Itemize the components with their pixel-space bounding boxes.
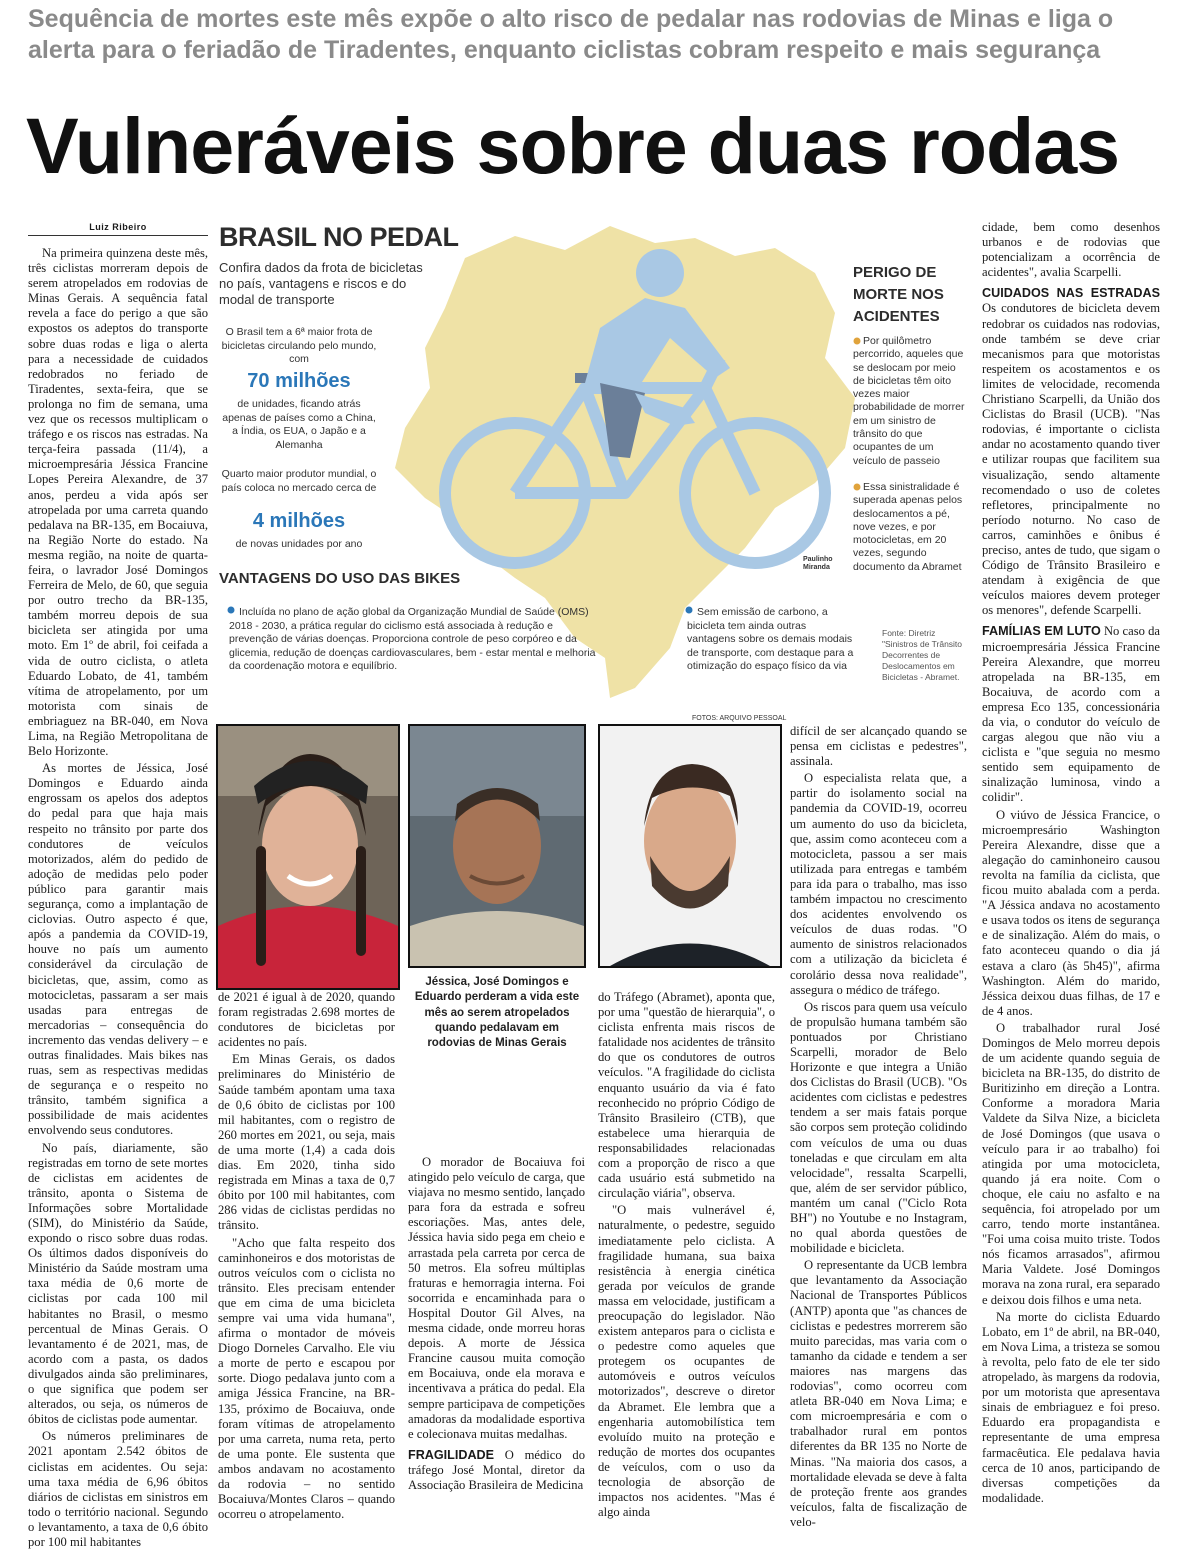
article-column-5 [790, 724, 967, 1529]
paragraph: Na morte do ciclista Eduardo Lobato, em 1º de abril, na BR-040, em Nova Lima, a tristeza se somou à revolta, pelo fato de ele ter sido atropelado, às margens da rodovia, por um motorista que apresentava sinais de embriaguez e foi preso. Eduardo era propagandista e representante de uma empresa farmacêutica. Ele pedalava havia cerca de 10 anos, participando de diversas competições da modalidade. [982, 1309, 1160, 1505]
paragraph: CUIDADOS NAS ESTRADAS Os condutores de bicicleta devem redobrar os cuidados nas rodovias, onde também se deve criar mecanismos para que motoristas respeitem os acostamentos e os limites de velocidade, recomenda Christiano Scarpelli, da União dos Ciclistas do Brasil (UCB). "Nas rodovias, é importante o ciclista andar no acostamento quando tiver e utilizar roupas que facilitem sua visualização, sendo altamente recomendado o uso de coletes refletores, principalmente no período noturno. No caso de carros, caminhões e ônibus é preciso, antes de tudo, que sigam o Código de Trânsito Brasileiro e atendam à exigência de que veículos maiores devem proteger os menores", defende Scarpelli. [982, 286, 1160, 618]
fact2-text-after: de novas unidades por ano [235, 538, 363, 550]
paragraph: do Tráfego (Abramet), aponta que, por uma "questão de hierarquia", o ciclista enfrenta mais riscos de fatalidade nos acidentes de trânsito do que os condutores de outros veículos. "A fragilidade do ciclista enquanto usuário da via é fato reconhecido no próprio Código de Trânsito Brasileiro (CTB), que estabelece uma hierarquia de responsabilidades relacionadas com a proporção de risco a que cada usuário está submetido na circulação viária", observa. [598, 990, 775, 1201]
article-column-6 [982, 220, 1160, 1511]
photo-eduardo [598, 724, 782, 968]
paragraph: Em Minas Gerais, os dados preliminares do Ministério de Saúde também apontam uma taxa de 0,6 óbito de ciclistas por 100 mil habitantes, com o registro de 260 mortes em 2021, ou seja, mais de uma morte (1,4) a cada dois dias. Em 2020, tinha sido registrada em Minas a taxa de 0,7 óbito por 100 mil habitantes, com 286 vidas de ciclistas perdidas no trânsito. [218, 1052, 395, 1233]
danger-title: PERIGO DE MORTE NOS ACIDENTES [853, 264, 944, 325]
fact1-text-before: O Brasil tem a 6ª maior frota de bicicletas circulando pelo mundo, com [221, 326, 377, 365]
cyclist-head [636, 249, 684, 297]
paragraph: difícil de ser alcançado quando se pensa em ciclistas e pedestres", assinala. [790, 724, 967, 769]
advantage-text-1: Incluída no plano de ação global da Organização Mundial de Saúde (OMS) 2018 - 2030, a prática regular do ciclismo está associada à redução e prevenção de várias doenças. Proporciona controle de peso corpóreo e da glicemia, redução de doenças cardiovasculares, bem - estar mental e melhoria da coordenação motora e equilíbrio. [229, 606, 596, 672]
paragraph: cidade, bem como desenhos urbanos e de rodovias que potencializam a ocorrência de acidentes", avalia Scarpelli. [982, 220, 1160, 280]
article-column-1 [28, 246, 208, 1549]
advantages-title: VANTAGENS DO USO DAS BIKES [219, 570, 461, 587]
photo-jessica [216, 724, 400, 990]
paragraph: "Acho que falta respeito dos caminhoneiros e dos motoristas de outros veículos com o ciclista no trânsito. Eles precisam entender que em cima de uma bicicleta sempre vai uma vida humana", afirma o montador de móveis Diogo Dorneles Carvalho. Ele viu a morte de perto e escapou por sorte. Diogo pedalava junto com a amiga Jéssica Francine, na BR-135, próximo de Bocaiuva, onde foram vítimas de atropelamento por uma carreta, numa reta, perto de uma ponte. Ele sustenta que ambos andavam no acostamento da rodovia – no sentido Bocaiuva/Montes Claros – quando ocorreu o atropelamento. [218, 1235, 395, 1522]
section-lead-familias: FAMÍLIAS EM LUTO [982, 624, 1101, 639]
portrait-young-man-icon [600, 726, 780, 966]
article-column-2 [218, 990, 395, 1522]
paragraph: As mortes de Jéssica, José Domingos e Eduardo ainda engrossam os apelos dos adeptos do pedal para que haja mais respeito no trânsito por parte dos condutores de veículos motorizados, além do pedido de adoção de medidas pelo poder público para garantir mais segurança, como a implantação de ciclovias. Outro aspecto é que, após a pandemia da COVID-19, houve no país um aumento considerável da circulação de bicicletas, que, assim, como as motocicletas, passaram a ser mais usadas para entregas de mercadorias – consequência do incremento das vendas delivery – e outras finalidades. Mais bikes nas ruas, sem as respectivas medidas de segurança e o respeito no trânsito, também significa a possibilidade de mais acidentes envolvendo seus condutores. [28, 761, 208, 1138]
infographic-subtitle: Confira dados da frota de bicicletas no país, vantagens e riscos e do modal de transporte [219, 260, 423, 307]
infographic-brasil-no-pedal [215, 218, 970, 713]
photo-caption: Jéssica, José Domingos e Eduardo perderam a vida este mês ao serem atropelados quando pedalavam em rodovias de Minas Gerais [414, 976, 580, 1050]
fact2-text-before: Quarto maior produtor mundial, o país coloca no mercado cerca de [221, 468, 377, 494]
paragraph: O representante da UCB lembra que levantamento da Associação Nacional de Transportes Públicos (ANTP) aponta que "as chances de ciclistas e pedestres morrerem são muito parecidas, mas varia com o tamanho da cidade e tendem a ser maiores nas margens das rodovias", como ocorreu com atleta BR-040 em Nova Lima; e com microempresária e com o trabalhador rural em pontos diferentes da BR 135 no Norte de Minas. "Na maioria dos casos, a mortalidade elevada se deve à falta de proteção frente aos grandes veículos, falta de fiscalização de velo- [790, 1258, 967, 1529]
portrait-woman-icon [218, 726, 398, 988]
paragraph: No país, diariamente, são registradas em torno de sete mortes de ciclistas em acidentes de trânsito, aponta o Sistema de Informações sobre Mortalidade (SIM), do Ministério da Saúde, expondo o risco sobre duas rodas. Os últimos dados disponíveis do Ministério da Saúde mostram uma taxa média de 0,6 morte de ciclistas por cada 100 mil habitantes no Brasil, o mesmo percentual de Minas Gerais. O levantamento é de 2021, mas, de acordo com a pasta, os dados divulgados ainda são preliminares, o que significa que podem ser alterados, ou seja, os números de óbitos de ciclistas pode aumentar. [28, 1140, 208, 1427]
headline: Vulneráveis sobre duas rodas [26, 101, 1120, 190]
paragraph: FAMÍLIAS EM LUTO No caso da microempresária Jéssica Francine Pereira Alexandre, que morreu atropelada na BR-135, em Bocaiuva, de acordo com a empresa Eco 135, concessionária da via, o condutor do veículo de cargas alegou que não viu a ciclista e "que seguia no mesmo sentido sem equipamento de sinalização luminosa, vindo a colidir". [982, 624, 1160, 805]
article-column-4 [598, 990, 775, 1520]
paragraph: de 2021 é igual à de 2020, quando foram registradas 2.698 mortes de condutores de bicicletas por acidentes no país. [218, 990, 395, 1050]
paragraph: Os números preliminares de 2021 apontam 2.542 óbitos de ciclistas em acidentes. Ou seja: uma taxa média de 6,96 óbitos diários de ciclistas em sinistros em todo o território nacional. Segundo o levantamento, a taxa de 0,6 óbito por 100 mil habitantes [28, 1429, 208, 1549]
byline: Luiz Ribeiro [28, 222, 208, 236]
paragraph: Os riscos para quem usa veículo de propulsão humana também são pontuados por Christiano Scarpelli, morador de Belo Horizonte e que integra a União dos Ciclistas do Brasil (UCB). "Os acidentes com ciclistas e pedestres tendem a ser mais fatais porque são corpos sem proteção colidindo com veículos de uma ou duas toneladas e que circulam em alta velocidade", ressalta Scarpelli, que, além de ser servidor público, mantém um canal ("Ciclo Rota BH") no Youtube e no Instagram, no qual aborda questões de mobilidade e bicicleta. [790, 999, 967, 1256]
advantage-text-2: Sem emissão de carbono, a bicicleta tem ainda outras vantagens sobre os demais modais de transporte, com destaque para a otimização do espaço físico da via [687, 606, 854, 672]
paragraph: O morador de Bocaiuva foi atingido pelo veículo de carga, que viajava no mesmo sentido, lançado para fora da estrada e sofreu escoriações. Mas, antes dele, Jéssica havia sido pega em cheio e arrastada pela carreta por cerca de 50 metros. Ela sofreu múltiplas fraturas e hemorragia interna. Foi socorrida e encaminhada para o Hospital Doutor Gil Alves, na mesma cidade, onde morreu horas depois. A morte de Jéssica Francine causou muita comoção em Bocaiuva, onde ela morava e incentivava a prática do pedal. Ela sempre participava de competições amadoras da modalidade esportiva e colecionava muitas medalhas. [408, 1155, 585, 1441]
section-lead-fragilidade: FRAGILIDADE [408, 1447, 495, 1462]
danger-text-1: Por quilômetro percorrido, aqueles que se deslocam por meio de bicicletas têm oito vezes maior probabilidade de morrer em um sinistro de trânsito do que ocupantes de um veículo de passeio [853, 335, 965, 467]
danger-text-2: Essa sinistralidade é superada apenas pelos deslocamentos a pé, nove vezes, e por motocicletas, em 20 vezes, segundo documento da Abramet [853, 481, 963, 573]
paragraph: O especialista relata que, a partir do isolamento social na pandemia da COVID-19, ocorreu um aumento do uso da bicicleta, que, assim como aconteceu com a motocicleta, passou a ser mais utilizada para entregas e também para ida para o trabalho, mas isso também impactou no crescimento dos acidentes envolvendo os veículos de duas rodas. "O aumento de sinistros relacionados com a utilização da bicicleta é corolário dessa nova realidade", assegura o médico de tráfego. [790, 771, 967, 997]
paragraph: O trabalhador rural José Domingos de Melo morreu depois de um acidente quando seguia de bicicleta na BR-135, do distrito de Buritizinho em direção a Lontra. Conforme a moradora Maria Valdete da Silva Nize, a bicicleta de José Domingos (que usava o veículo para ir ao trabalho) foi atingida por uma motocicleta, quando já era noite. Com o choque, ele caiu no asfalto e na sequência, foi atropelado por um carro, tendo morte instantânea. "Foi uma coisa muito triste. Todos nós ficamos arrasados", afirmou Maria Valdete. José Domingos morava na zona rural, era separado e deixou dois filhos e uma neta. [982, 1020, 1160, 1307]
paragraph: Na primeira quinzena deste mês, três ciclistas morreram depois de serem atropelados em rodovias de Minas Gerais. A sequência fatal revela a face do perigo a que são expostos os adeptos do transporte sobre duas rodas e liga o alerta para a necessidade de cuidados redobrados no feriado de Tiradentes, sexta-feira, que se prolonga no fim de semana, uma vez que os recessos multiplicam o tráfego e os riscos nas estradas. Na terça-feira passada (11/4), a microempresária Jéssica Francine Lopes Pereira Alexandre, de 37 anos, perdeu a vida após ser atropelada por uma carreta quando pedalava na BR-135, em Bocaiuva, na Região Norte do estado. Na mesma região, na noite de quarta-feira, o lavrador José Domingos Ferreira de Melo, de 60, que seguia por outro trecho da BR-135, também morreu depois de sua bicicleta ser atingida por uma moto. Em 1º de abril, foi ceifada a vida de outro ciclista, o atleta Eduardo Lobato, de 41, também vítima de atropelamento, por um motorista com sinais de embriaguez na BR-040, em Nova Lima, na Região Metropolitana de Belo Horizonte. [28, 246, 208, 759]
infographic-title: BRASIL NO PEDAL [219, 222, 459, 252]
paragraph: FRAGILIDADE O médico do tráfego José Montal, diretor da Associação Brasileira de Medicina [408, 1447, 585, 1492]
fact1-text-after: de unidades, ficando atrás apenas de países como a China, a Índia, os EUA, o Japão e a Alemanha [222, 398, 376, 451]
article-column-3 [408, 1155, 585, 1510]
kicker: Sequência de mortes este mês expõe o alto risco de pedalar nas rodovias de Minas e liga o alerta para o feriadão de Tiradentes, enquanto ciclistas cobram respeito e mais segurança [28, 5, 1114, 64]
portrait-man-icon [410, 726, 584, 966]
paragraph: "O mais vulnerável é, naturalmente, o pedestre, seguido imediatamente pelo ciclista. A fragilidade humana, sua baixa resistência à energia cinética gerada por veículos de grande massa em velocidade, justificam a preocupação do legislador. Não existem anteparos para o ciclista e o pedestre como aqueles que protegem os ocupantes de automóveis e outros veículos motorizados", descreve o diretor da Abramet. Ele lembra que a engenharia automobilística tem evoluído muito na proteção e redução de mortes dos ocupantes de veículos, com o uso da tecnologia de absorção de impactos nos acidentes. "Mas é algo ainda [598, 1203, 775, 1520]
fact2-number: 4 milhões [252, 510, 346, 532]
illustration-credit: Paulinho Miranda [803, 556, 833, 571]
photos-credit: FOTOS: ARQUIVO PESSOAL [692, 715, 787, 722]
section-lead-cuidados: CUIDADOS NAS ESTRADAS [982, 286, 1160, 301]
infographic-source: Fonte: Diretriz "Sinistros de Trânsito Decorrentes de Deslocamentos em Bicicletas - Abramet. [882, 628, 963, 682]
fact1-number: 70 milhões [247, 370, 351, 392]
photo-jose-domingos [408, 724, 586, 968]
paragraph: O viúvo de Jéssica Francice, o microempresário Washington Pereira Alexandre, disse que a alegação do caminhoneiro causou revolta na família da ciclista, que ficou muito abalada com a perda. "A Jéssica andava no acostamento e usava todos os itens de segurança e de sinalização. Além do mais, o fato aconteceu quando o dia já estava a claro (às 5h45)", afirma Washington. Além do marido, Jéssica deixou duas filhas, de 17 e de 4 anos. [982, 807, 1160, 1018]
